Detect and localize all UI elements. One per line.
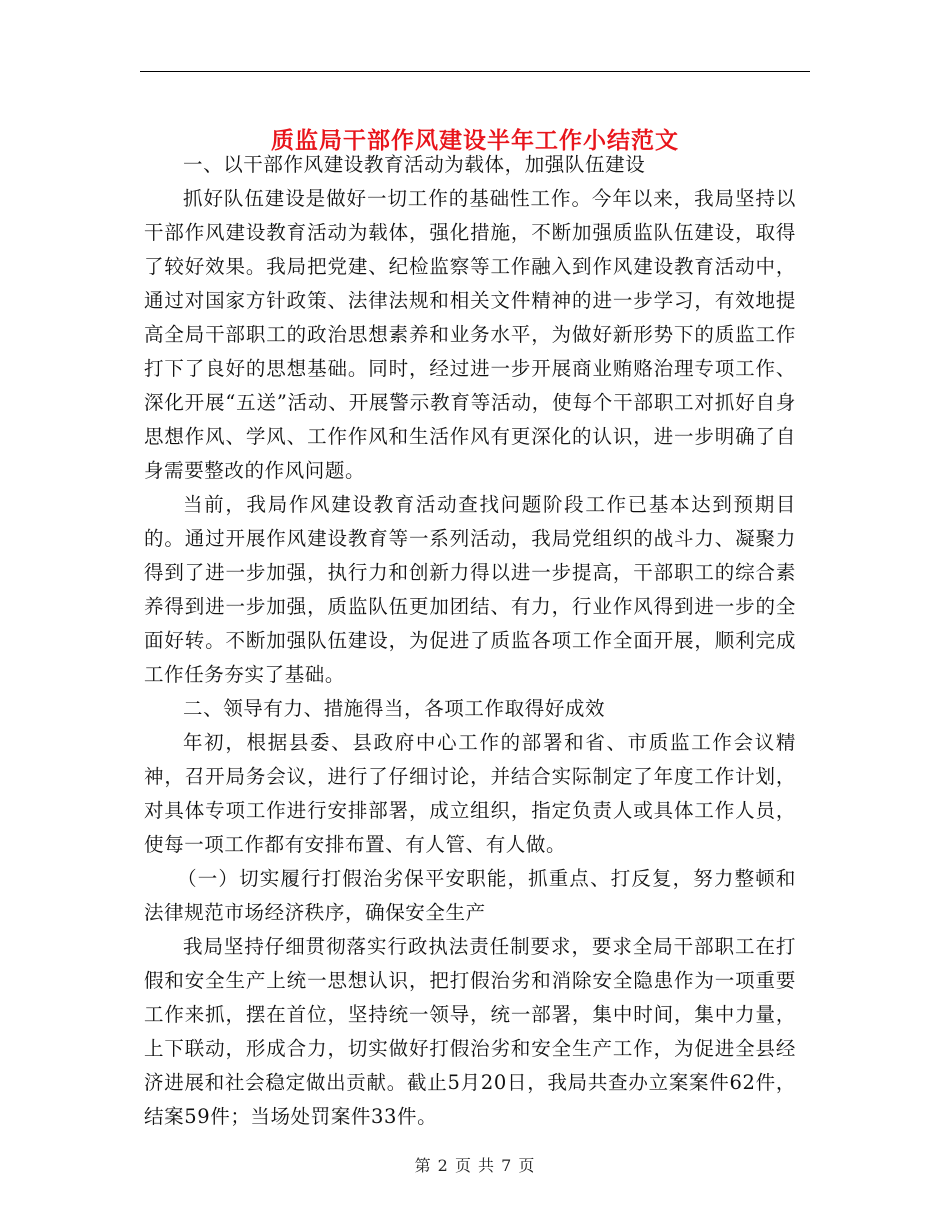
section-heading-2: 二、领导有力、措施得当，各项工作取得好成效 xyxy=(183,697,606,720)
header-rule xyxy=(140,71,810,72)
paragraph: 当前，我局作风建设教育活动查找问题阶段工作已基本达到预期目的。通过开展作风建设教育等一系列活动，我局党组织的战斗力、凝聚力得到了进一步加强，执行力和创新力得以进一步提高，干部职工的综合素养得到进一步加强，质监队伍更加团结、有力，行业作风得到进一步的全面好转。不断加强队伍建设，为促进了质监各项工作全面开展，顺利完成工作任务夯实了基础。 xyxy=(144,493,796,686)
page-number: 第 2 页 共 7 页 xyxy=(414,1156,536,1175)
document-title: 质监局干部作风建设半年工作小结范文 xyxy=(271,127,679,155)
subsection-heading-1: （一）切实履行打假治劣保平安职能，抓重点、打反复，努力整顿和法律规范市场经济秩序，确保安全生产 xyxy=(144,867,796,924)
paragraph: 我局坚持仔细贯彻落实行政执法责任制要求，要求全局干部职工在打假和安全生产上统一思想认识，把打假治劣和消除安全隐患作为一项重要工作来抓，摆在首位，坚持统一领导，统一部署，集中时间，集中力量，上下联动，形成合力，切实做好打假治劣和安全生产工作，为促进全县经济进展和社会稳定做出贡献。截止5月20日，我局共查办立案案件62件，结案59件；当场处罚案件33件。 xyxy=(144,935,796,1128)
paragraph: 年初，根据县委、县政府中心工作的部署和省、市质监工作会议精神，召开局务会议，进行了仔细讨论，并结合实际制定了年度工作计划，对具体专项工作进行安排部署，成立组织，指定负责人或具体工作人员，使每一项工作都有安排布置、有人管、有人做。 xyxy=(144,731,796,856)
paragraph: 抓好队伍建设是做好一切工作的基础性工作。今年以来，我局坚持以干部作风建设教育活动为载体，强化措施，不断加强质监队伍建设，取得了较好效果。我局把党建、纪检监察等工作融入到作风建设教育活动中，通过对国家方针政策、法律法规和相关文件精神的进一步学习，有效地提高全局干部职工的政治思想素养和业务水平，为做好新形势下的质监工作打下了良好的思想基础。同时，经过进一步开展商业贿赂治理专项工作、深化开展“五送”活动、开展警示教育等活动，使每个干部职工对抓好自身思想作风、学风、工作作风和生活作风有更深化的认识，进一步明确了自身需要整改的作风问题。 xyxy=(144,187,796,482)
document-body xyxy=(144,148,796,1134)
section-heading-1: 一、以干部作风建设教育活动为载体，加强队伍建设 xyxy=(183,153,646,176)
